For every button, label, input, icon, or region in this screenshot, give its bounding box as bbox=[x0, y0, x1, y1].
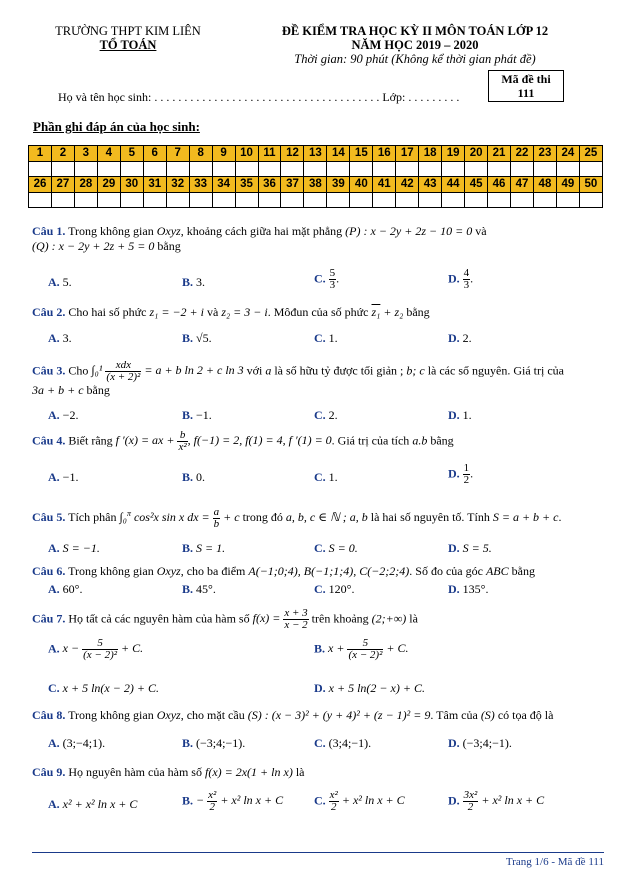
q1-option-a[interactable]: A. 5. bbox=[48, 275, 72, 289]
answer-cell[interactable] bbox=[488, 161, 511, 177]
answer-number-cell: 36 bbox=[258, 177, 281, 193]
answer-cell[interactable] bbox=[189, 161, 212, 177]
q8-option-d[interactable]: D. (−3;4;−1). bbox=[448, 736, 512, 750]
answer-cell[interactable] bbox=[396, 161, 419, 177]
q4-option-a[interactable]: A. −1. bbox=[48, 470, 79, 484]
answer-number-cell: 5 bbox=[120, 146, 143, 162]
answer-number-cell: 14 bbox=[327, 146, 350, 162]
answer-number-cell: 43 bbox=[419, 177, 442, 193]
answer-number-cell: 38 bbox=[304, 177, 327, 193]
answer-number-cell: 22 bbox=[511, 146, 534, 162]
question-7: Câu 7. Họ tất cả các nguyên hàm của hàm số f(x) = $\frac{x + 3}{x - 2}$ trên khoảng (2;+∞) là bbox=[32, 607, 418, 631]
answer-cell[interactable] bbox=[488, 192, 511, 208]
answer-cell[interactable] bbox=[29, 161, 52, 177]
answer-number-cell: 23 bbox=[533, 146, 556, 162]
answer-number-cell: 50 bbox=[579, 177, 602, 193]
answer-number-cell: 1 bbox=[29, 146, 52, 162]
answer-number-cell: 17 bbox=[396, 146, 419, 162]
answer-number-cell: 4 bbox=[97, 146, 120, 162]
footer-divider bbox=[32, 852, 604, 853]
answer-number-cell: 47 bbox=[511, 177, 534, 193]
answer-cell[interactable] bbox=[579, 192, 602, 208]
answer-number-cell: 13 bbox=[304, 146, 327, 162]
q2-option-d[interactable]: D. 2. bbox=[448, 331, 472, 345]
q4-option-b[interactable]: B. 0. bbox=[182, 470, 206, 484]
answer-cell[interactable] bbox=[304, 192, 327, 208]
answer-cell[interactable] bbox=[304, 161, 327, 177]
question-9: Câu 9. Họ nguyên hàm của hàm số f(x) = 2x(1 + ln x) là bbox=[32, 765, 305, 779]
q4-option-d[interactable]: D. $\frac{1}{2}$ . bbox=[448, 462, 474, 486]
answer-cell[interactable] bbox=[442, 192, 465, 208]
answer-number-cell: 42 bbox=[396, 177, 419, 193]
answer-number-cell: 30 bbox=[120, 177, 143, 193]
answer-number-cell: 31 bbox=[143, 177, 166, 193]
q3-option-a[interactable]: A. −2. bbox=[48, 408, 79, 422]
answer-number-cell: 39 bbox=[327, 177, 350, 193]
q1-option-c[interactable]: C. $\frac{5}{3}$ . bbox=[314, 267, 340, 291]
q6-option-b[interactable]: B. 45°. bbox=[182, 582, 216, 596]
answer-number-cell: 8 bbox=[189, 146, 212, 162]
answer-number-cell: 10 bbox=[235, 146, 258, 162]
exam-title: ĐỀ KIỂM TRA HỌC KỲ II MÔN TOÁN LỚP 12 bbox=[281, 24, 549, 38]
answer-number-cell: 44 bbox=[442, 177, 465, 193]
q7-option-a[interactable]: A. x − $\frac{5}{\text{(x − 2)²}}$ + C. bbox=[48, 637, 144, 661]
exam-code-label: Mã đề thi bbox=[501, 72, 551, 86]
answer-number-cell: 29 bbox=[97, 177, 120, 193]
exam-code-value: 111 bbox=[517, 86, 535, 100]
answer-cell[interactable] bbox=[143, 161, 166, 177]
answer-cell[interactable] bbox=[97, 161, 120, 177]
student-info-line[interactable]: Họ và tên học sinh: . . . . . . . . . . . . . . . . . . . . . . . . . . . . . . . . . . . . . . Lớp: . . . . . . . . . bbox=[58, 90, 460, 104]
answer-number-cell: 16 bbox=[373, 146, 396, 162]
answer-number-cell: 49 bbox=[556, 177, 579, 193]
answer-cell[interactable] bbox=[120, 161, 143, 177]
q3-option-b[interactable]: B. −1. bbox=[182, 408, 212, 422]
q5-option-d[interactable]: D. S = 5. bbox=[448, 541, 492, 555]
answer-cell[interactable] bbox=[189, 192, 212, 208]
exam-code-box bbox=[488, 70, 564, 102]
answer-cell[interactable] bbox=[419, 161, 442, 177]
question-2: Câu 2. Cho hai số phức z₁ = −2 + i và z₂ = 3 − i. Môđun của số phức z₁ + z₂ bằng bbox=[32, 305, 430, 319]
question-6: Câu 6. Trong không gian Oxyz, cho ba điểm A(−1;0;4), B(−1;1;4), C(−2;2;4). Số đo của góc ABC bằng bbox=[32, 564, 535, 578]
answer-cell[interactable] bbox=[258, 161, 281, 177]
exam-time: Thời gian: 90 phút (Không kể thời gian phát đề) bbox=[294, 52, 536, 66]
answer-cell[interactable] bbox=[465, 161, 488, 177]
answer-cell[interactable] bbox=[419, 192, 442, 208]
q6-option-d[interactable]: D. 135°. bbox=[448, 582, 489, 596]
answer-number-cell: 7 bbox=[166, 146, 189, 162]
answer-number-cell: 48 bbox=[533, 177, 556, 193]
answer-sheet-title: Phần ghi đáp án của học sinh: bbox=[33, 119, 200, 134]
answer-grid bbox=[28, 145, 603, 208]
page-footer: Trang 1/6 - Mã đề 111 bbox=[505, 856, 604, 868]
question-3: Câu 3. Cho ∫₀¹ $\frac{\text{xdx}}{\text{(x + 2)²}}$ = a + b ln 2 + c ln 3 với a là số hữu tỷ được tối giản ; b; c là các số nguyên. Giá trị của 3a + b + c bằng bbox=[32, 359, 564, 397]
q2-option-a[interactable]: A. 3. bbox=[48, 331, 72, 345]
answer-number-cell: 27 bbox=[51, 177, 74, 193]
q7-option-b[interactable]: B. x + $\frac{5}{\text{(x − 2)²}}$ + C. bbox=[314, 637, 409, 661]
answer-number-cell: 32 bbox=[166, 177, 189, 193]
answer-number-cell: 25 bbox=[579, 146, 602, 162]
answer-number-cell: 9 bbox=[212, 146, 235, 162]
department-name: TỔ TOÁN bbox=[99, 38, 157, 52]
q8-option-b[interactable]: B. (−3;4;−1). bbox=[182, 736, 246, 750]
q2-option-b[interactable]: B. √5. bbox=[182, 331, 212, 345]
q7-option-c[interactable]: C. x + 5 ln(x − 2) + C. bbox=[48, 681, 159, 695]
answer-number-cell: 24 bbox=[556, 146, 579, 162]
answer-number-cell: 26 bbox=[29, 177, 52, 193]
answer-number-cell: 6 bbox=[143, 146, 166, 162]
answer-cell[interactable] bbox=[396, 192, 419, 208]
answer-cell[interactable] bbox=[511, 161, 534, 177]
answer-cell[interactable] bbox=[556, 161, 579, 177]
answer-number-cell: 18 bbox=[419, 146, 442, 162]
q3-option-c[interactable]: C. 2. bbox=[314, 408, 338, 422]
answer-cell[interactable] bbox=[465, 192, 488, 208]
question-8: Câu 8. Trong không gian Oxyz, cho mặt cầu (S) : (x − 3)² + (y + 4)² + (z − 1)² = 9. Tâm của (S) có tọa độ là bbox=[32, 708, 554, 722]
answer-number-cell: 2 bbox=[51, 146, 74, 162]
answer-cell[interactable] bbox=[51, 192, 74, 208]
answer-cell[interactable] bbox=[97, 192, 120, 208]
question-1: Câu 1. Trong không gian Oxyz, khoảng cách giữa hai mặt phẳng (P) : x − 2y + 2z − 10 = 0 và (Q) : x − 2y + 2z + 5 = 0 bằng bbox=[32, 224, 487, 253]
answer-number-cell: 28 bbox=[74, 177, 97, 193]
answer-number-cell: 37 bbox=[281, 177, 304, 193]
answer-cell[interactable] bbox=[120, 192, 143, 208]
q8-option-c[interactable]: C. (3;4;−1). bbox=[314, 736, 372, 750]
answer-number-cell: 21 bbox=[488, 146, 511, 162]
answer-number-cell: 12 bbox=[281, 146, 304, 162]
answer-cell[interactable] bbox=[235, 192, 258, 208]
answer-cell[interactable] bbox=[511, 192, 534, 208]
answer-cell[interactable] bbox=[74, 192, 97, 208]
answer-number-cell: 46 bbox=[488, 177, 511, 193]
answer-cell[interactable] bbox=[143, 192, 166, 208]
answer-cell[interactable] bbox=[281, 161, 304, 177]
school-name: TRƯỜNG THPT KIM LIÊN bbox=[55, 24, 201, 38]
answer-cell[interactable] bbox=[442, 161, 465, 177]
answer-number-cell: 40 bbox=[350, 177, 373, 193]
answer-cell[interactable] bbox=[579, 161, 602, 177]
q3-option-d[interactable]: D. 1. bbox=[448, 408, 472, 422]
answer-cell[interactable] bbox=[350, 161, 373, 177]
q6-option-a[interactable]: A. 60°. bbox=[48, 582, 83, 596]
answer-cell[interactable] bbox=[166, 192, 189, 208]
answer-number-cell: 20 bbox=[465, 146, 488, 162]
school-year: NĂM HỌC 2019 – 2020 bbox=[351, 38, 479, 52]
answer-number-cell: 33 bbox=[189, 177, 212, 193]
q5-option-a[interactable]: A. S = −1. bbox=[48, 541, 100, 555]
exam-header bbox=[245, 24, 585, 66]
answer-cell[interactable] bbox=[533, 161, 556, 177]
q6-option-c[interactable]: C. 120°. bbox=[314, 582, 355, 596]
answer-cell[interactable] bbox=[74, 161, 97, 177]
answer-cell[interactable] bbox=[29, 192, 52, 208]
answer-number-cell: 34 bbox=[212, 177, 235, 193]
q5-option-b[interactable]: B. S = 1. bbox=[182, 541, 226, 555]
q1-option-d[interactable]: D. $\frac{4}{3}$ . bbox=[448, 267, 474, 291]
answer-number-cell: 15 bbox=[350, 146, 373, 162]
q9-option-a[interactable]: A. x² + x² ln x + C bbox=[48, 797, 138, 811]
school-header bbox=[28, 24, 228, 52]
q8-option-a[interactable]: A. (3;−4;1). bbox=[48, 736, 106, 750]
answer-number-cell: 45 bbox=[465, 177, 488, 193]
q5-option-c[interactable]: C. S = 0. bbox=[314, 541, 358, 555]
answer-cell[interactable] bbox=[373, 192, 396, 208]
q9-option-b[interactable]: B. − $\frac{\text{x²}}{2}$ + x² ln x + C bbox=[182, 789, 284, 813]
answer-cell[interactable] bbox=[533, 192, 556, 208]
answer-cell[interactable] bbox=[166, 161, 189, 177]
q9-option-c[interactable]: C. $\frac{\text{x²}}{2}$ + x² ln x + C bbox=[314, 789, 405, 813]
answer-number-cell: 11 bbox=[258, 146, 281, 162]
answer-cell[interactable] bbox=[51, 161, 74, 177]
answer-cell[interactable] bbox=[212, 192, 235, 208]
question-5: Câu 5. Tích phân ∫₀$^\pi$ cos²x sin x dx = $\frac{a}{b}$ + c trong đó a, b, c ∈ ℕ ; a, b là hai số nguyên tố. Tính S = a + b + c. bbox=[32, 505, 562, 530]
answer-cell[interactable] bbox=[281, 192, 304, 208]
answer-number-cell: 35 bbox=[235, 177, 258, 193]
question-label: Câu 1. bbox=[32, 224, 66, 238]
q1-option-b[interactable]: B. 3. bbox=[182, 275, 206, 289]
q2-option-c[interactable]: C. 1. bbox=[314, 331, 338, 345]
answer-cell[interactable] bbox=[327, 192, 350, 208]
q9-option-d[interactable]: D. $\frac{\text{3x²}}{2}$ + x² ln x + C bbox=[448, 789, 545, 813]
answer-cell[interactable] bbox=[556, 192, 579, 208]
q7-option-d[interactable]: D. x + 5 ln(2 − x) + C. bbox=[314, 681, 425, 695]
answer-number-cell: 19 bbox=[442, 146, 465, 162]
answer-cell[interactable] bbox=[258, 192, 281, 208]
answer-cell[interactable] bbox=[235, 161, 258, 177]
question-4: Câu 4. Biết rằng f ′(x) = ax + $\frac{b}{\text{x²}}$ , f(−1) = 2, f(1) = 4, f ′(1) = 0. Giá trị của tích a.b bằng bbox=[32, 429, 454, 453]
answer-number-cell: 3 bbox=[74, 146, 97, 162]
answer-number-cell: 41 bbox=[373, 177, 396, 193]
q4-option-c[interactable]: C. 1. bbox=[314, 470, 338, 484]
answer-cell[interactable] bbox=[350, 192, 373, 208]
answer-cell[interactable] bbox=[373, 161, 396, 177]
answer-cell[interactable] bbox=[327, 161, 350, 177]
answer-cell[interactable] bbox=[212, 161, 235, 177]
